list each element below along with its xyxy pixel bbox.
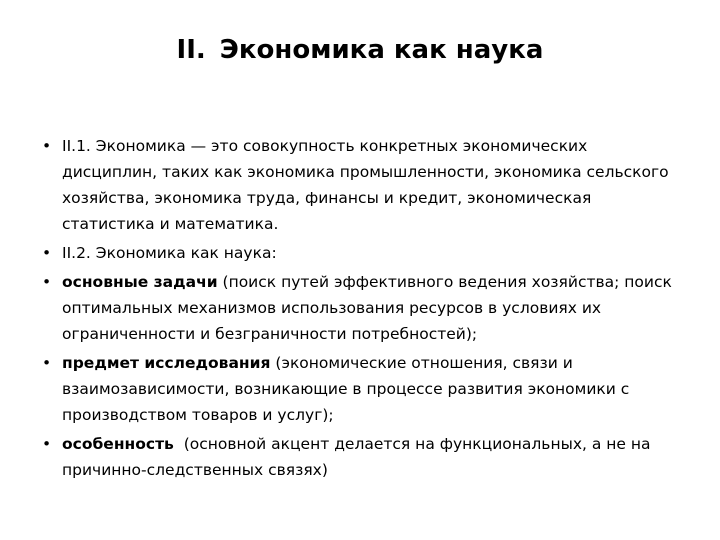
bullet-text: II.1. Экономика — это совокупность конкретных экономических дисциплин, таких как экономика промышленности, экономика сельского хозяйства, экономика труда, финансы и кредит, экономическая статистика и математика.: [62, 137, 669, 233]
bullet-item-1: [42, 133, 682, 237]
bullet-text: (поиск путей эффективного ведения хозяйства; поиск оптимальных механизмов использования ресурсов в условиях их ограниченности и безграничности потребностей);: [62, 273, 672, 343]
bullet-icon: •: [42, 244, 52, 262]
bullet-bold-term: особенность: [62, 435, 174, 453]
slide-title: [0, 30, 720, 70]
bullet-icon: •: [42, 137, 52, 155]
bullet-bold-term: предмет исследования: [62, 354, 271, 372]
bullet-icon: •: [42, 273, 52, 291]
bullet-icon: •: [42, 435, 52, 453]
bullet-item-5: [42, 431, 682, 483]
bullet-text: II.2. Экономика как наука:: [62, 244, 277, 262]
bullet-text: (экономические отношения, связи и взаимозависимости, возникающие в процессе развития экономики с производством товаров и услуг);: [62, 354, 630, 424]
bullet-text: (основной акцент делается на функциональных, а не на причинно-следственных связях): [62, 435, 656, 479]
title-number: II.: [176, 35, 206, 65]
title-text: Экономика как наука: [219, 35, 544, 65]
bullet-item-2: [42, 240, 682, 266]
bullet-item-3: [42, 269, 682, 347]
bullet-list: [42, 133, 682, 486]
bullet-icon: •: [42, 354, 52, 372]
bullet-item-4: [42, 350, 682, 428]
bullet-bold-term: основные задачи: [62, 273, 218, 291]
